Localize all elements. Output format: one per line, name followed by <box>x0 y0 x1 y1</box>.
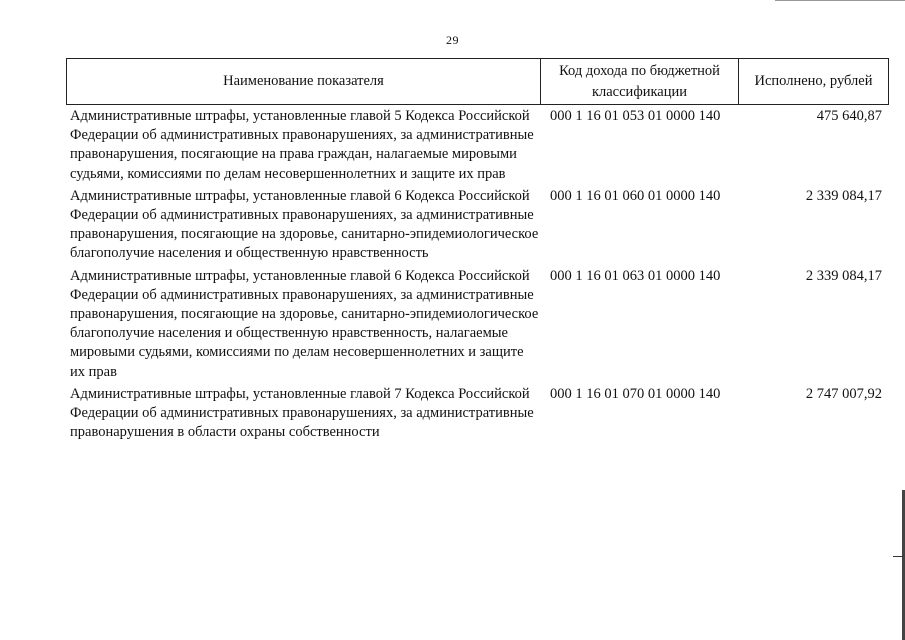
table-row <box>70 187 885 264</box>
scan-mark <box>893 556 903 557</box>
row-code: 000 1 16 01 070 01 0000 140 <box>550 385 721 402</box>
table-row <box>70 107 885 184</box>
row-code: 000 1 16 01 060 01 0000 140 <box>550 187 721 204</box>
row-code: 000 1 16 01 063 01 0000 140 <box>550 267 721 284</box>
header-name: Наименование показателя <box>67 59 541 104</box>
row-amount: 475 640,87 <box>816 108 882 124</box>
table-row <box>70 385 885 443</box>
row-code: 000 1 16 01 053 01 0000 140 <box>550 108 721 124</box>
row-name: Административные штрафы, установленные главой 6 Кодекса Российской Федерации об административных правонарушениях, за административные правонарушения, посягающие на здоровье, санитарно-эпидемиологическое благополучие населения и общественную нравственность <box>70 187 539 262</box>
header-amount: Исполнено, рублей <box>754 73 873 89</box>
scan-edge-top <box>775 0 905 1</box>
row-amount: 2 747 007,92 <box>805 385 882 402</box>
table-row <box>70 267 885 382</box>
row-name: Административные штрафы, установленные главой 5 Кодекса Российской Федерации об административных правонарушениях, за административные правонарушения, посягающие на права граждан, налагаемые мировыми судьями, комиссиями по делам несовершеннолетних и защите их прав <box>70 108 534 182</box>
row-amount: 2 339 084,17 <box>805 267 882 284</box>
header-code: Код дохода по бюджетной классификации <box>541 59 739 104</box>
row-name: Административные штрафы, установленные главой 7 Кодекса Российской Федерации об административных правонарушениях, за административные правонарушения в области охраны собственности <box>70 385 534 441</box>
page-number: 29 <box>446 33 459 47</box>
row-name: Административные штрафы, установленные главой 6 Кодекса Российской Федерации об административных правонарушениях, за административные правонарушения, посягающие на здоровье, санитарно-эпидемиологическое благополучие населения и общественную нравственность, налагаемые мировыми судьями, комиссиями по делам несовершеннолетних и защите их прав <box>70 267 539 380</box>
row-amount: 2 339 084,17 <box>805 187 882 204</box>
table-body <box>70 107 885 445</box>
table-header <box>66 58 889 105</box>
